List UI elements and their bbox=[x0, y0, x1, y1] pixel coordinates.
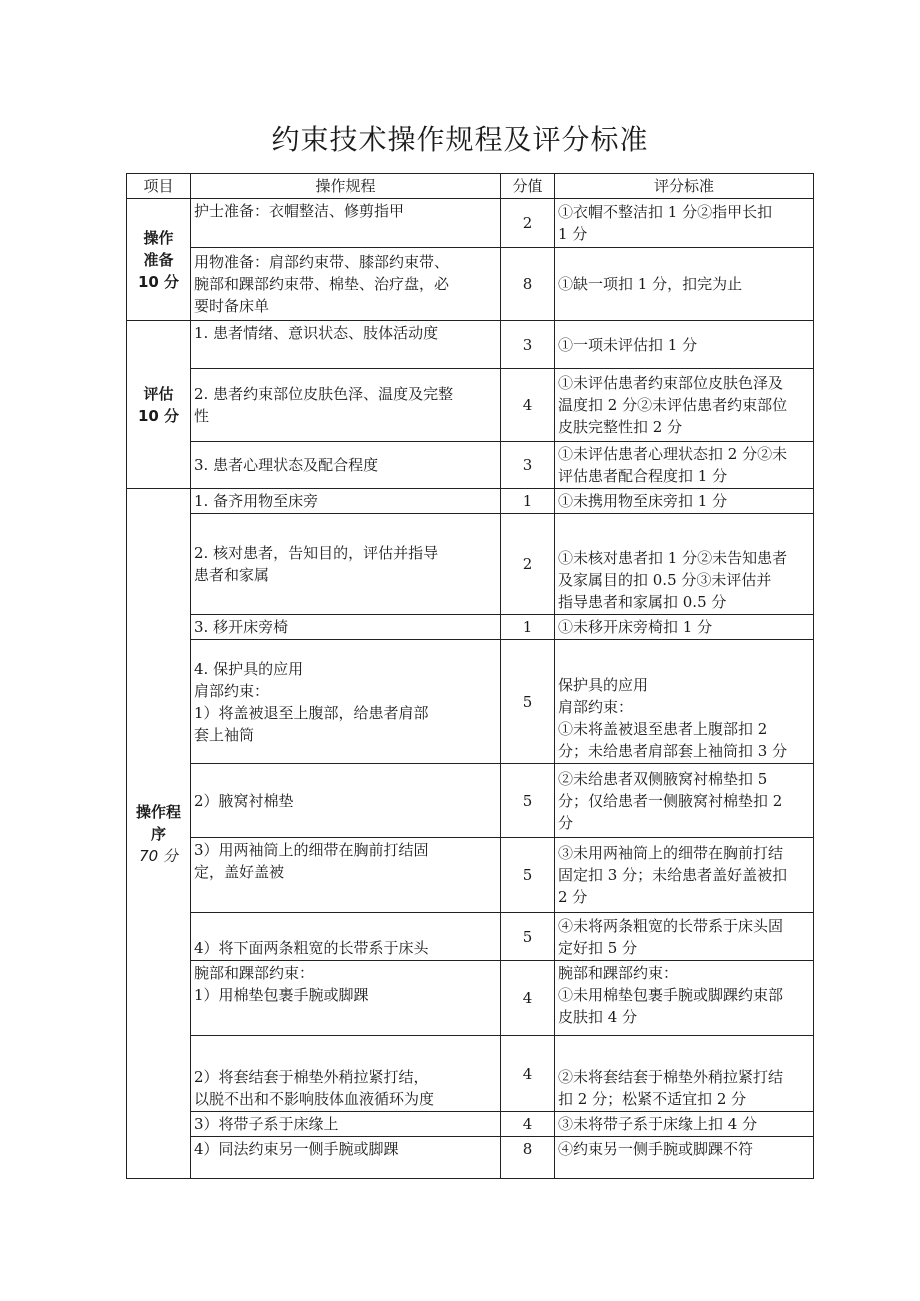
procedure-line: 3）用两袖筒上的细带在胸前打结固 bbox=[194, 841, 429, 859]
procedure-cell bbox=[191, 615, 501, 640]
criteria-line: 分；未给患者肩部套上袖筒扣 3 分 bbox=[558, 742, 788, 760]
criteria-line: ①未携用物至床旁扣 1 分 bbox=[558, 492, 728, 510]
header-item: 项目 bbox=[127, 174, 191, 199]
criteria-cell bbox=[555, 615, 814, 640]
criteria-line: ③未将带子系于床缘上扣 4 分 bbox=[558, 1115, 758, 1133]
criteria-line: 固定扣 3 分；未给患者盖好盖被扣 bbox=[558, 866, 788, 884]
criteria-line: ④未将两条粗宽的长带系于床头固 bbox=[558, 916, 784, 935]
procedure-cell bbox=[191, 248, 501, 321]
score-cell: 3 bbox=[501, 321, 555, 369]
score-cell: 4 bbox=[501, 1112, 555, 1137]
section-line: 操作程 bbox=[135, 802, 181, 821]
section-cell-preparation bbox=[127, 199, 191, 321]
procedure-cell bbox=[191, 1036, 501, 1112]
table-row bbox=[127, 199, 814, 248]
score-cell: 1 bbox=[501, 489, 555, 514]
criteria-cell bbox=[555, 1137, 814, 1179]
procedure-line: 定，盖好盖被 bbox=[194, 863, 285, 881]
criteria-line: ②未将套结套于棉垫外稍拉紧打结 bbox=[558, 1068, 784, 1086]
section-line: 序 bbox=[150, 824, 166, 843]
procedure-cell bbox=[191, 369, 501, 442]
criteria-cell bbox=[555, 321, 814, 369]
criteria-line: 定好扣 5 分 bbox=[558, 938, 638, 957]
score-cell: 4 bbox=[501, 369, 555, 442]
procedure-line: 用物准备：肩部约束带、膝部约束带、 bbox=[194, 253, 450, 271]
table-header-row bbox=[127, 174, 814, 199]
criteria-cell bbox=[555, 764, 814, 838]
table-row bbox=[127, 321, 814, 369]
procedure-cell bbox=[191, 489, 501, 514]
procedure-line: 2. 核对患者，告知目的，评估并指导 bbox=[194, 544, 439, 562]
procedure-line: 3）将带子系于床缘上 bbox=[194, 1115, 339, 1133]
procedure-line: 套上袖筒 bbox=[194, 725, 255, 744]
procedure-line: 性 bbox=[194, 407, 210, 425]
score-cell: 4 bbox=[501, 961, 555, 1036]
table-row bbox=[127, 248, 814, 321]
criteria-line: 皮肤扣 4 分 bbox=[558, 1008, 638, 1026]
score-cell: 2 bbox=[501, 199, 555, 248]
criteria-line: 及家属目的扣 0.5 分③未评估并 bbox=[558, 571, 772, 589]
criteria-cell bbox=[555, 1112, 814, 1137]
section-line: 10 分 bbox=[137, 406, 180, 425]
score-cell: 5 bbox=[501, 764, 555, 838]
criteria-line: 腕部和踝部约束： bbox=[558, 964, 679, 982]
table-row bbox=[127, 514, 814, 615]
procedure-line: 4. 保护具的应用 bbox=[194, 659, 304, 678]
criteria-line: 分；仅给患者一侧腋窝衬棉垫扣 2 bbox=[558, 791, 783, 810]
score-cell: 5 bbox=[501, 838, 555, 913]
criteria-line: ①未核对患者扣 1 分②未告知患者 bbox=[558, 549, 788, 567]
criteria-line: 肩部约束： bbox=[558, 698, 634, 716]
procedure-line: 2）腋窝衬棉垫 bbox=[194, 791, 294, 810]
criteria-cell bbox=[555, 961, 814, 1036]
criteria-cell bbox=[555, 640, 814, 764]
procedure-cell bbox=[191, 764, 501, 838]
procedure-line: 1）用棉垫包裹手腕或脚踝 bbox=[194, 986, 369, 1004]
procedure-cell bbox=[191, 1112, 501, 1137]
section-line: 70 分 bbox=[139, 846, 178, 865]
score-cell: 2 bbox=[501, 514, 555, 615]
criteria-cell bbox=[555, 442, 814, 489]
criteria-line: ①衣帽不整洁扣 1 分②指甲长扣 bbox=[558, 203, 773, 221]
section-cell-assessment bbox=[127, 321, 191, 489]
criteria-cell bbox=[555, 913, 814, 961]
table-row bbox=[127, 764, 814, 838]
criteria-cell bbox=[555, 489, 814, 514]
criteria-line: 1 分 bbox=[558, 225, 588, 243]
criteria-line: ①未评估患者约束部位皮肤色泽及 bbox=[558, 374, 784, 392]
criteria-cell bbox=[555, 199, 814, 248]
criteria-line: 2 分 bbox=[558, 888, 588, 906]
procedure-cell bbox=[191, 961, 501, 1036]
table-row bbox=[127, 442, 814, 489]
procedure-cell bbox=[191, 913, 501, 961]
table-row bbox=[127, 961, 814, 1036]
criteria-line: ④约束另一侧手腕或脚踝不符 bbox=[558, 1140, 754, 1158]
procedure-line: 1. 备齐用物至床旁 bbox=[194, 492, 319, 510]
procedure-line: 1. 患者情绪、意识状态、肢体活动度 bbox=[194, 324, 439, 342]
procedure-cell bbox=[191, 838, 501, 913]
criteria-line: ③未用两袖筒上的细带在胸前打结 bbox=[558, 844, 784, 862]
procedure-line: 腕部和踝部约束带、棉垫、治疗盘，必 bbox=[194, 275, 450, 293]
section-line: 评估 bbox=[143, 384, 174, 403]
procedure-line: 要时备床单 bbox=[194, 297, 270, 315]
procedure-line: 3. 移开床旁椅 bbox=[194, 618, 289, 636]
criteria-line: ②未给患者双侧腋窝衬棉垫扣 5 bbox=[558, 769, 768, 788]
criteria-line: 分 bbox=[558, 813, 574, 832]
table-row bbox=[127, 913, 814, 961]
criteria-cell bbox=[555, 1036, 814, 1112]
score-cell: 8 bbox=[501, 248, 555, 321]
criteria-cell bbox=[555, 248, 814, 321]
score-cell: 5 bbox=[501, 913, 555, 961]
score-cell: 4 bbox=[501, 1036, 555, 1112]
criteria-line: 皮肤完整性扣 2 分 bbox=[558, 418, 683, 436]
criteria-line: ①一项未评估扣 1 分 bbox=[558, 335, 698, 354]
procedure-cell bbox=[191, 640, 501, 764]
procedure-line: 肩部约束： bbox=[194, 681, 270, 700]
scoring-table bbox=[126, 173, 814, 1179]
section-line: 10 分 bbox=[137, 272, 180, 291]
procedure-line: 1）将盖被退至上腹部，给患者肩部 bbox=[194, 703, 429, 722]
table-row bbox=[127, 1036, 814, 1112]
procedure-cell bbox=[191, 321, 501, 369]
procedure-line: 患者和家属 bbox=[194, 566, 270, 584]
criteria-line: 评估患者配合程度扣 1 分 bbox=[558, 467, 728, 485]
criteria-line: ①未用棉垫包裹手腕或脚踝约束部 bbox=[558, 986, 784, 1004]
criteria-line: ①未评估患者心理状态扣 2 分②未 bbox=[558, 445, 788, 463]
table-row bbox=[127, 1112, 814, 1137]
procedure-cell bbox=[191, 442, 501, 489]
criteria-line: 保护具的应用 bbox=[558, 676, 649, 694]
section-line: 准备 bbox=[143, 250, 174, 269]
header-procedure: 操作规程 bbox=[191, 174, 501, 199]
score-cell: 1 bbox=[501, 615, 555, 640]
table-row bbox=[127, 615, 814, 640]
table-row bbox=[127, 1137, 814, 1179]
criteria-line: 指导患者和家属扣 0.5 分 bbox=[558, 593, 727, 611]
header-score: 分值 bbox=[501, 174, 555, 199]
procedure-line: 2）将套结套于棉垫外稍拉紧打结， bbox=[194, 1068, 429, 1086]
score-cell: 3 bbox=[501, 442, 555, 489]
procedure-line: 腕部和踝部约束： bbox=[194, 964, 315, 982]
table-row bbox=[127, 838, 814, 913]
header-criteria: 评分标准 bbox=[555, 174, 814, 199]
table-row bbox=[127, 489, 814, 514]
procedure-line: 3. 患者心理状态及配合程度 bbox=[194, 456, 379, 474]
procedure-cell bbox=[191, 1137, 501, 1179]
criteria-line: ①未移开床旁椅扣 1 分 bbox=[558, 618, 713, 636]
procedure-line: 护士准备：衣帽整洁、修剪指甲 bbox=[194, 202, 405, 220]
criteria-line: 扣 2 分；松紧不适宜扣 2 分 bbox=[558, 1090, 747, 1108]
procedure-cell bbox=[191, 199, 501, 248]
procedure-line: 2. 患者约束部位皮肤色泽、温度及完整 bbox=[194, 385, 454, 403]
criteria-cell bbox=[555, 514, 814, 615]
criteria-line: 温度扣 2 分②未评估患者约束部位 bbox=[558, 396, 788, 414]
section-cell-procedure bbox=[127, 489, 191, 1179]
criteria-cell bbox=[555, 838, 814, 913]
table-row bbox=[127, 640, 814, 764]
procedure-line: 4）同法约束另一侧手腕或脚踝 bbox=[194, 1140, 399, 1158]
criteria-line: ①未将盖被退至患者上腹部扣 2 bbox=[558, 720, 768, 738]
page-title: 约束技术操作规程及评分标准 bbox=[271, 123, 649, 156]
criteria-cell bbox=[555, 369, 814, 442]
section-line: 操作 bbox=[143, 228, 174, 247]
procedure-line: 4）将下面两条粗宽的长带系于床头 bbox=[194, 939, 429, 957]
procedure-cell bbox=[191, 514, 501, 615]
score-cell: 5 bbox=[501, 640, 555, 764]
score-cell: 8 bbox=[501, 1137, 555, 1179]
table-row bbox=[127, 369, 814, 442]
criteria-line: ①缺一项扣 1 分，扣完为止 bbox=[558, 275, 743, 293]
procedure-line: 以脱不出和不影响肢体血液循环为度 bbox=[194, 1090, 435, 1108]
